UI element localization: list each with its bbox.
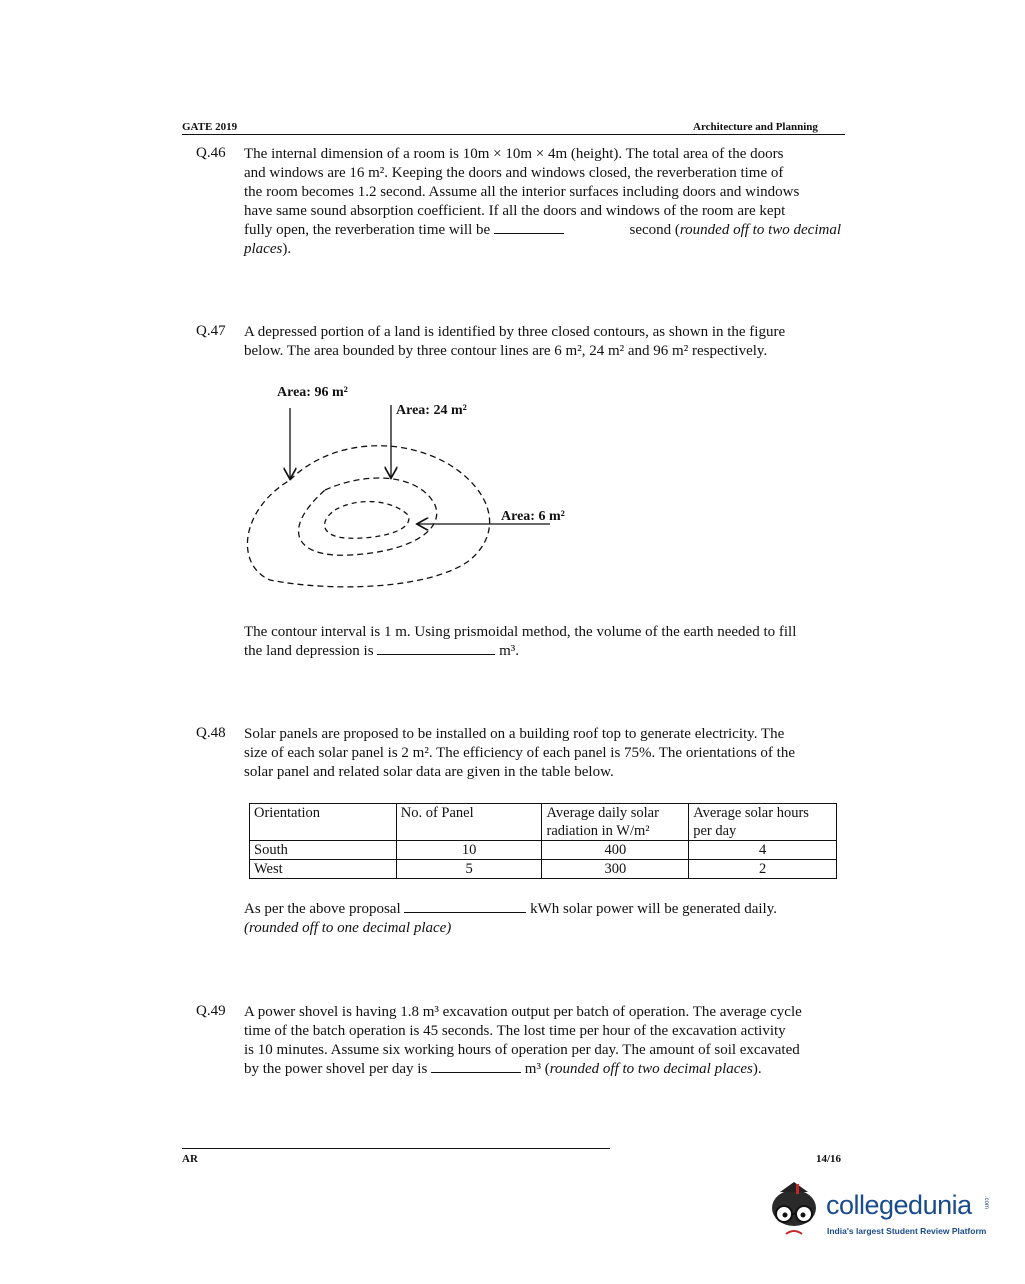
label-middle: Area: 24 m² (396, 403, 467, 418)
table-cell: 400 (542, 841, 689, 860)
q49-line: A power shovel is having 1.8 m³ excavation output per batch of operation. The average cycle (244, 1004, 802, 1020)
q46-text (244, 145, 841, 259)
solar-data-table (249, 803, 837, 879)
table-cell: 10 (396, 841, 542, 860)
q49-line: time of the batch operation is 45 seconds. The lost time per hour of the excavation activity (244, 1023, 786, 1039)
table-row (250, 860, 837, 879)
table-cell: South (250, 841, 397, 860)
q49-prompt: by the power shovel per day is (244, 1061, 428, 1077)
paper-code: AR (182, 1153, 198, 1165)
contour-outer (247, 446, 489, 587)
header-cell-line: Average daily solar (546, 805, 659, 821)
contour-inner (325, 502, 409, 539)
table-cell: West (250, 860, 397, 879)
logo-com: .com (983, 1196, 989, 1210)
q46-answer-blank (494, 221, 564, 234)
q46-number: Q.46 (196, 145, 226, 161)
q46-prompt: fully open, the reverberation time will be (244, 222, 491, 238)
contour-middle (299, 478, 437, 555)
q46-line: The internal dimension of a room is 10m × 10m × 4m (height). The total area of the doors (244, 146, 784, 162)
q49-answer-blank (431, 1060, 521, 1073)
paper-subject: Architecture and Planning (693, 121, 818, 133)
q49-line (244, 1060, 841, 1079)
q49-line: is 10 minutes. Assume six working hours of operation per day. The amount of soil excavated (244, 1042, 800, 1058)
q48-line: solar panel and related solar data are given in the table below. (244, 764, 614, 780)
q48-line (244, 900, 841, 919)
q49-number: Q.49 (196, 1003, 226, 1019)
q47-unit: m³. (499, 643, 519, 659)
q46-line: the room becomes 1.2 second. Assume all the interior surfaces including doors and windows (244, 184, 800, 200)
table-cell: 4 (689, 841, 837, 860)
q48-text-after (244, 900, 841, 938)
table-cell: 5 (396, 860, 542, 879)
q46-unit: second ( (629, 222, 680, 238)
header-cell: Orientation (250, 804, 397, 841)
q48-number: Q.48 (196, 725, 226, 741)
label-outer: Area: 96 m² (277, 385, 348, 400)
q48-line: Solar panels are proposed to be installed on a building roof top to generate electricity. The (244, 726, 785, 742)
q47-answer-blank (377, 642, 495, 655)
q48-line (244, 919, 841, 938)
q49-text (244, 1003, 841, 1079)
q49-rounding: rounded off to two decimal places (549, 1061, 753, 1077)
q49-close-paren: ). (752, 1061, 762, 1077)
q46-line: have same sound absorption coefficient. If all the doors and windows of the room are kept (244, 203, 786, 219)
q48-unit: kWh solar power will be generated daily. (530, 901, 777, 917)
header-cell (689, 804, 837, 841)
q47-line: The contour interval is 1 m. Using prismoidal method, the volume of the earth needed to fill (244, 624, 797, 640)
q46-rounding-end: places (244, 241, 283, 257)
q47-line: A depressed portion of a land is identified by three closed contours, as shown in the figure (244, 324, 786, 340)
header-cell-line: Average solar hours (693, 805, 809, 821)
q48-answer-blank (404, 900, 526, 913)
table-cell: 2 (689, 860, 837, 879)
q47-line: below. The area bounded by three contour lines are 6 m², 24 m² and 96 m² respectively. (244, 343, 768, 359)
q48-prompt: As per the above proposal (244, 901, 401, 917)
logo-tagline: India's largest Student Review Platform (827, 1226, 987, 1236)
header-cell: No. of Panel (396, 804, 542, 841)
q46-line (244, 221, 841, 240)
q48-text (244, 725, 841, 782)
exam-title: GATE 2019 (182, 121, 238, 133)
table-cell: 300 (542, 860, 689, 879)
q47-text (244, 323, 841, 361)
q47-line (244, 642, 841, 661)
q46-rounding: rounded off to two decimal (679, 222, 841, 238)
q48-line: size of each solar panel is 2 m². The efficiency of each panel is 75%. The orientations of the (244, 745, 795, 761)
q47-text-after (244, 623, 841, 661)
table-row (250, 841, 837, 860)
header-cell-line: per day (693, 823, 737, 839)
q49-unit: m³ ( (524, 1061, 550, 1077)
logo-wordmark: collegedunia (826, 1190, 972, 1220)
q48-rounding: (rounded off to one decimal place) (244, 920, 452, 936)
label-inner: Area: 6 m² (501, 509, 565, 524)
header-rule (182, 134, 845, 135)
q46-line (244, 240, 841, 259)
table-header-row (250, 804, 837, 841)
q46-close-paren: ). (282, 241, 292, 257)
q47-prompt: the land depression is (244, 643, 374, 659)
q46-line: and windows are 16 m². Keeping the doors and windows closed, the reverberation time of (244, 165, 784, 181)
q47-number: Q.47 (196, 323, 226, 339)
header-cell (542, 804, 689, 841)
footer-rule (182, 1148, 610, 1149)
mascot-icon (766, 1178, 824, 1250)
header-cell-line: radiation in W/m² (546, 823, 650, 839)
page-number: 14/16 (816, 1153, 842, 1165)
